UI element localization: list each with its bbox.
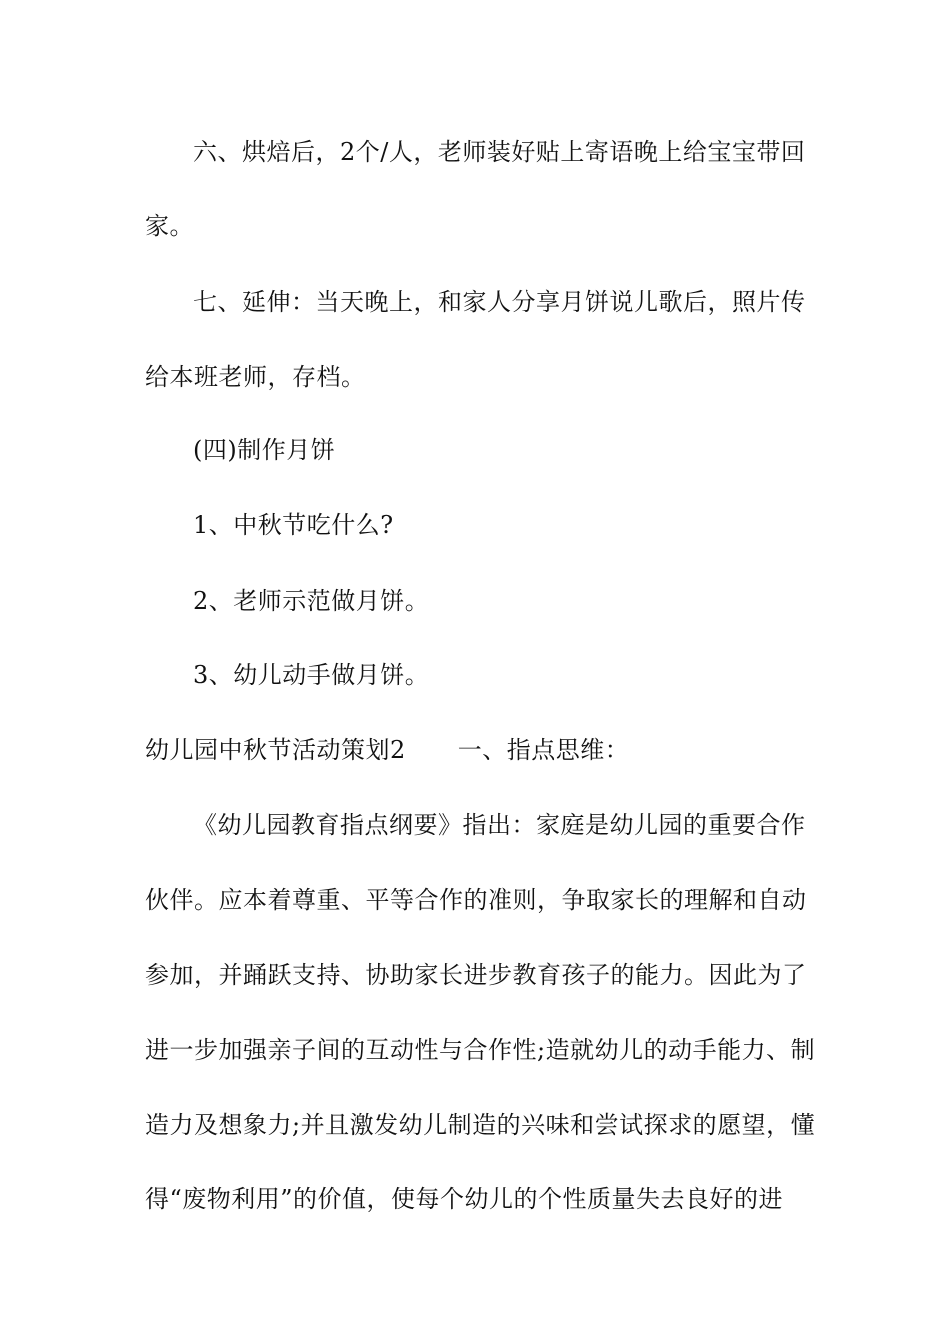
paragraph-line: 伙伴。应本着尊重、平等合作的准则，争取家长的理解和自动	[145, 886, 807, 914]
article-title: 幼儿园中秋节活动策划2	[145, 736, 406, 764]
list-item: 2、老师示范做月饼。	[193, 587, 430, 615]
paragraph-line: 进一步加强亲子间的互动性与合作性;造就幼儿的动手能力、制	[145, 1036, 816, 1064]
list-item: 3、幼儿动手做月饼。	[193, 661, 430, 689]
paragraph-line: 参加，并踊跃支持、协助家长进步教育孩子的能力。因此为了	[145, 961, 807, 989]
paragraph-line: 《幼儿园教育指点纲要》指出：家庭是幼儿园的重要合作	[193, 811, 806, 839]
paragraph-line: 造力及想象力;并且激发幼儿制造的兴味和尝试探求的愿望，懂	[145, 1111, 816, 1139]
section-heading: (四)制作月饼	[193, 436, 336, 464]
paragraph-line: 六、烘焙后，2个/人，老师装好贴上寄语晚上给宝宝带回	[193, 138, 806, 166]
paragraph-line: 家。	[145, 212, 194, 240]
paragraph-line: 得“废物利用”的价值，使每个幼儿的个性质量失去良好的进	[145, 1185, 784, 1213]
section-title: 一、指点思维：	[457, 736, 630, 764]
paragraph-line: 七、延伸：当天晚上，和家人分享月饼说儿歌后，照片传	[193, 288, 806, 316]
list-item: 1、中秋节吃什么?	[193, 511, 394, 539]
paragraph-line: 给本班老师，存档。	[145, 363, 366, 391]
article-heading	[145, 734, 810, 766]
